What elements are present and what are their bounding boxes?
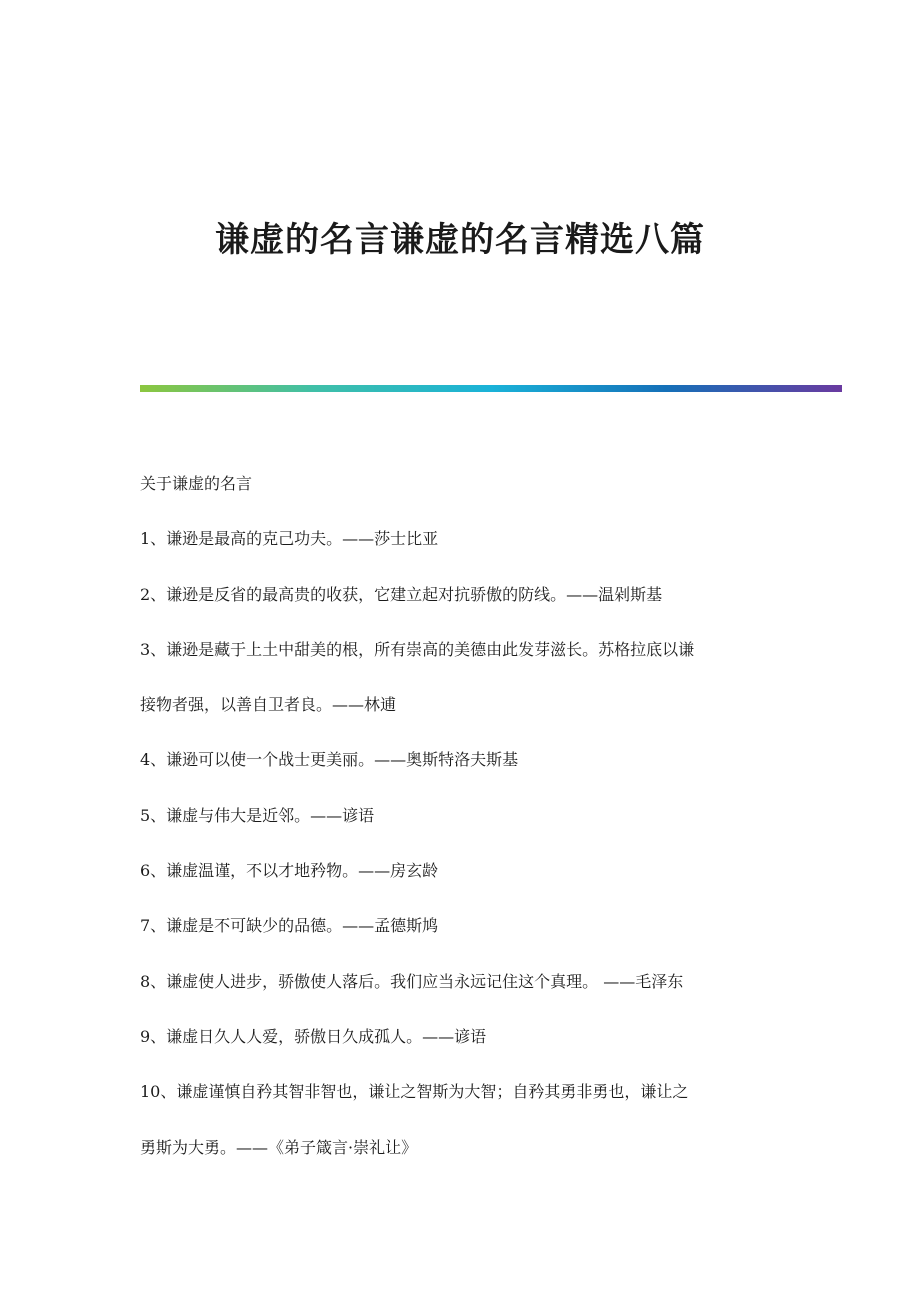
quote-line: 7、谦虚是不可缺少的品德。——孟德斯鸠 (140, 916, 439, 936)
page-title: 谦虚的名言谦虚的名言精选八篇 (215, 220, 705, 260)
quote-line: 1、谦逊是最高的克己功夫。——莎士比亚 (140, 529, 439, 549)
quote-line: 5、谦虚与伟大是近邻。——谚语 (140, 805, 375, 825)
quote-line: 接物者强，以善自卫者良。——林逋 (140, 695, 397, 715)
quote-line: 6、谦虚温谨，不以才地矜物。——房玄龄 (140, 861, 439, 881)
section-heading: 关于谦虚的名言 (140, 474, 253, 493)
quote-line: 9、谦虚日久人人爱，骄傲日久成孤人。——谚语 (140, 1026, 487, 1046)
document-body (140, 470, 790, 1189)
gradient-divider (140, 385, 842, 392)
quote-line: 8、谦虚使人进步，骄傲使人落后。我们应当永远记住这个真理。 ——毛泽东 (140, 971, 684, 991)
quote-line: 勇斯为大勇。——《弟子箴言·崇礼让》 (140, 1137, 418, 1157)
quote-line: 10、谦虚谨慎自矜其智非智也，谦让之智斯为大智；自矜其勇非勇也，谦让之 (140, 1082, 689, 1102)
quote-line: 3、谦逊是藏于上土中甜美的根，所有崇高的美德由此发芽滋长。苏格拉底以谦 (140, 639, 695, 659)
quote-line: 4、谦逊可以使一个战士更美丽。——奥斯特洛夫斯基 (140, 750, 519, 770)
quote-line: 2、谦逊是反省的最高贵的收获，它建立起对抗骄傲的防线。——温剁斯基 (140, 584, 663, 604)
